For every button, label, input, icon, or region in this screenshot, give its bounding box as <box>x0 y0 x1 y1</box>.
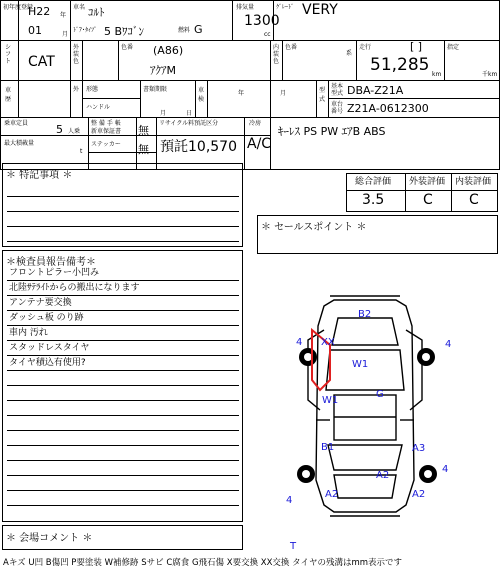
maintenance-book-value: 無 <box>138 124 149 137</box>
grade: VERY <box>302 2 338 18</box>
inspection-month-unit: 月 <box>280 90 287 97</box>
grade-label: ｸﾞﾚｰﾄﾞ <box>276 4 295 11</box>
damage-legend: Aキズ U凹 B傷凹 P要塗装 W補修跡 Sサビ C腐食 G飛石傷 X要交換 XX交換 タイヤの残溝はmm表示です <box>3 558 403 568</box>
total-score: 3.5 <box>362 192 385 208</box>
fuel-type: G <box>194 23 203 36</box>
displacement: 1300 <box>244 13 280 29</box>
type-label: 型式 <box>319 87 326 103</box>
sticker-label: ステッカー <box>91 141 121 148</box>
diagram-label-b1: B1 <box>321 442 335 453</box>
inspection-notes-title: ＊検査員報告備考＊ <box>6 257 96 268</box>
equipment: ｷｰﾚｽ PS PW ｴｱB ABS <box>278 125 386 138</box>
designation-label: 指定 <box>447 44 460 51</box>
handle-label: ハンドル <box>86 104 111 111</box>
deadline-month-unit: 月 <box>160 110 167 117</box>
displacement-label: 排気量 <box>236 4 255 11</box>
recycle-label: リサイクル料預託区分 <box>159 120 219 127</box>
inspection-line: フロントピラー小凹み <box>7 266 239 281</box>
diagram-label-w1-left: W1 <box>322 395 339 406</box>
total-score-label: 総合評価 <box>355 177 392 187</box>
venue-comment-title: ＊ 会場コメント ＊ <box>6 533 93 544</box>
mileage-bracket: [ ] <box>410 40 423 53</box>
max-load-unit: t <box>80 148 83 155</box>
sales-points-title: ＊ セールスポイント ＊ <box>261 222 367 233</box>
tire-tread-rear-right: 4 <box>442 464 449 475</box>
history-label: 車歴 <box>5 87 12 103</box>
diagram-label-a2-right: A2 <box>412 489 426 500</box>
diagram-label-a3: A3 <box>412 443 426 454</box>
mileage: 51,285 <box>370 55 430 75</box>
diagram-label-b2: B2 <box>358 309 372 320</box>
year-unit: 年 <box>60 12 67 19</box>
sticker-value: 無 <box>138 143 149 156</box>
diagram-label-t: T <box>290 541 297 552</box>
chassis-label: 車台番号 <box>331 101 344 115</box>
ac-value: A/C <box>247 136 272 152</box>
diagram-label-a2-left: A2 <box>325 489 339 500</box>
diagram-label-xx: XX <box>321 337 335 348</box>
interior-color-unit: 系 <box>346 50 353 57</box>
tire-tread-front-right: 4 <box>445 339 452 350</box>
month-unit: 月 <box>62 31 69 38</box>
fuel-label: 燃料 <box>178 27 191 34</box>
interior-color-code-label: 色番 <box>285 44 298 51</box>
capacity-label: 乗車定員 <box>4 120 29 127</box>
color-name: ｱｸｱM <box>150 64 176 77</box>
mileage-unit: km <box>432 71 442 78</box>
inspection-line: スタッドレスタイヤ <box>7 341 239 356</box>
outer-label: 外 <box>73 86 80 93</box>
color-code-label: 色番 <box>121 44 134 51</box>
chassis-number: Z21A-0612300 <box>347 102 429 115</box>
inspection-line: 北陸ｻﾃﾗｲﾄからの搬出になります <box>7 281 239 296</box>
mileage-label: 走行 <box>359 44 372 51</box>
designation-unit: 千km <box>482 71 498 78</box>
shift-label: シフト <box>5 44 12 65</box>
form-label: 形態 <box>86 86 99 93</box>
inspection-line: アンテナ要交換 <box>7 296 239 311</box>
tire-tread-rear-left: 4 <box>286 495 293 506</box>
diagram-label-a2-center: A2 <box>376 470 390 481</box>
registration-year: H22 <box>28 5 51 18</box>
inspection-label: 車検 <box>198 87 205 103</box>
color-code: (A86) <box>153 44 184 57</box>
ac-label: 冷房 <box>249 120 262 127</box>
diagram-label-w1: W1 <box>352 359 369 370</box>
capacity: 5 <box>56 123 63 136</box>
recycle-value: 預託10,570 <box>160 139 237 155</box>
inspection-line: タイヤ積込有使用? <box>7 356 239 371</box>
interior-score-label: 内装評価 <box>455 177 492 187</box>
inspection-line: ダッシュ板 のり跡 <box>7 311 239 326</box>
door-type: 5 Bﾜｺﾞﾝ <box>104 25 145 38</box>
model-code: DBA-Z21A <box>347 84 404 97</box>
label-text: 初年度登録 <box>3 4 34 11</box>
interior-color-label: 内装色 <box>273 44 280 65</box>
car-name-label: 車名 <box>73 4 86 11</box>
interior-score: C <box>469 192 479 208</box>
diagram-label-g: G <box>376 389 384 400</box>
inspection-line: 車内 汚れ <box>7 326 239 341</box>
car-name: ｺﾙﾄ <box>88 6 105 19</box>
door-type-label: ﾄﾞｱ･ﾀｲﾌﾟ <box>73 27 98 34</box>
deadline-day-unit: 日 <box>186 110 193 117</box>
warranty-label: 新車保証書 <box>91 128 122 135</box>
maintenance-book-label: 整 備 手 帳 <box>91 120 121 127</box>
document-deadline-label: 書類期限 <box>143 86 168 93</box>
special-notes-title: ＊ 特記事項 ＊ <box>6 170 73 181</box>
exterior-color-label: 外装色 <box>73 44 80 65</box>
inspection-year-unit: 年 <box>238 90 245 97</box>
exterior-score: C <box>423 192 433 208</box>
exterior-score-label: 外装評価 <box>409 177 446 187</box>
shift-value: CAT <box>28 54 55 70</box>
model-label: 基本型式 <box>331 83 344 97</box>
max-load-label: 最大積載量 <box>4 140 35 147</box>
capacity-unit: 人乗 <box>68 128 81 135</box>
tire-tread-front-left: 4 <box>296 337 303 348</box>
registration-month: 01 <box>28 24 42 37</box>
displacement-unit: cc <box>264 31 271 38</box>
